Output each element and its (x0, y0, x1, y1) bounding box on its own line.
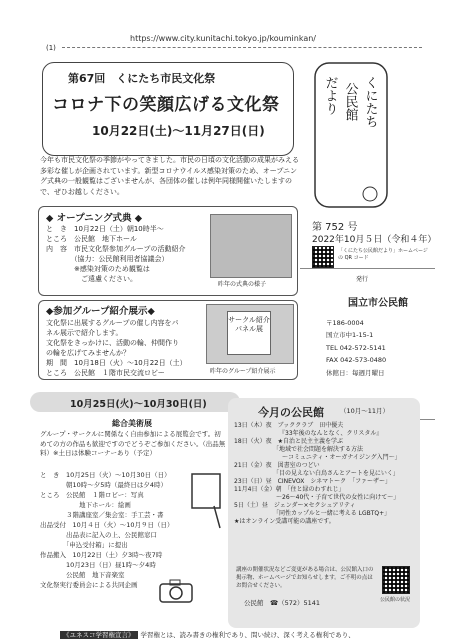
hall-address: 国立市中1-15-1 (326, 331, 374, 339)
art-row: 出品表に記入の上、公民館窓口 (40, 531, 157, 539)
footer-text: 学習権とは、読み書きの権利であり、問い続け、深く考える権利であり、 (140, 631, 355, 639)
art-row: 「申込受付箱」に提出 (40, 541, 128, 549)
logo-line-3: だより (322, 76, 338, 115)
groups-row: ネル展示で紹介します。 (46, 329, 123, 337)
art-rows (40, 470, 174, 590)
festival-title: コロナ下の笑顔広げる文化祭 (52, 95, 280, 115)
ceremony-photo (210, 214, 292, 278)
opening-row: （協力：公民館利用者協議会） (46, 255, 169, 263)
hall-name: 国立市公民館 (348, 298, 408, 309)
issue-date: 2022年10月５日（令和４年） (312, 235, 437, 245)
event-row: ★はオンライン受講可能の講座です。 (234, 518, 335, 525)
event-row: 11月4日（金）朝 「住と緑のわすれじ」 (234, 486, 345, 493)
art-row: 地下ホール：絵画 (40, 501, 131, 509)
groups-row: 文化祭をきっかけに、活動の輪、仲間作り (46, 339, 179, 347)
page-number: (1) (46, 44, 56, 52)
homepage-qr-code[interactable] (312, 246, 334, 268)
flower-icon (363, 187, 377, 201)
issue-number: 第 752 号 (312, 222, 358, 233)
hall-closed: 休館日：毎週月曜日 (326, 369, 385, 377)
art-dates: 10月25日(火)〜10月30日(日) (70, 399, 207, 410)
art-row: 公民館 地下音楽室 (40, 571, 125, 579)
art-illustration-icon (190, 470, 224, 530)
intro-text: 今年も市民文化祭の季節がやってきました。市民の日頃の文化活動の成果がみえる多彩な催しが企画されています。新型コロナウイルス感染対策のため、オープニング式典の一般観覧はございませんが、各団体の催しは例年同様開催いたしますので、ぜひお越しください。 (40, 156, 299, 196)
event-row: 21日（金）夜 図書室のつどい (234, 462, 320, 469)
monthly-events (234, 422, 416, 526)
homepage-qr-caption: 「くにたち公民館だより」ホームページの QR コード (338, 248, 428, 261)
groups-rows (46, 318, 187, 378)
groups-row: 期 間 10月18日（火）〜10月22日（土） (46, 359, 187, 367)
header-divider (62, 47, 422, 48)
monthly-title: 今月の公民館 (258, 406, 324, 419)
opening-row: と き 10月22日（土）朝10時半〜 (46, 225, 164, 233)
monthly-period: （10月〜11月） (340, 407, 390, 415)
art-row: 10月23日（日）昼1時〜夕4時 (40, 561, 156, 569)
event-row: 5日（土）昼 ジェンダー×セクシュアリティ (234, 502, 356, 509)
opening-row: ※感染対策のため観覧は (46, 265, 150, 273)
panel-sign: サークル紹介パネル展 (227, 311, 271, 355)
festival-dates: 10月22日(土)〜11月27日(日) (92, 124, 265, 138)
opening-rows (46, 224, 185, 284)
newsletter-logo (312, 60, 390, 210)
art-intro: グループ・サークルに関係なく自由参加による展覧会です。初めての方の作品も歓迎ですのでどうぞご参加ください。（出品無料）※土日は体験コーナーあり（予定） (40, 430, 226, 457)
art-row: と き 10月25日（火）〜10月30日（日） (40, 471, 171, 479)
art-row: ところ 公民館 １階ロビー：写真 (40, 491, 144, 499)
art-title: 総合美術展 (112, 419, 152, 428)
event-row: 23日（日）昼 CINEVOX シネマトーク 「ファーザー」 (234, 478, 392, 485)
groups-row: 文化祭に出展するグループの催し内容をパ (46, 319, 179, 327)
event-row: 「同性カップルと一緒に考える LGBTQ+」 (234, 510, 391, 517)
site-url[interactable]: https://www.city.kunitachi.tokyo.jp/kouminkan/ (130, 34, 316, 43)
monthly-phone: 公民館 ☎（572）5141 (244, 599, 321, 607)
group-display-photo (206, 304, 294, 364)
festival-subtitle: 第67回 くにたち市民文化祭 (68, 72, 216, 85)
footer-tag: 《ユネスコ学習権宣言》 (60, 631, 138, 639)
art-row: ３階講座室／集会室：手工芸・書 (40, 511, 164, 519)
groups-row: ところ 公民館 １階市民交流ロビー (46, 369, 165, 377)
hall-postal: 〒186-0004 (326, 319, 364, 327)
event-row: 13日（木）夜 ブッククラブ 田中優夫 (234, 422, 344, 429)
art-row: 作品搬入 10月22日（土）夕3時〜夜7時 (40, 551, 163, 559)
groups-row: の輪を広げてみませんか？ (46, 349, 130, 357)
opening-row: ところ 公民館 地下ホール (46, 235, 137, 243)
event-row: 「地域で社会問題を解決する方法 (234, 446, 364, 453)
status-qr-caption: 公民館の状況 (380, 597, 411, 603)
event-row: 〜26〜40代・子育て世代の女性に向けて〜」 (234, 494, 400, 501)
logo-line-1: くにたち (362, 76, 378, 128)
footer (60, 630, 440, 639)
art-row: 朝10時〜夕5時（最終日は夕4時） (40, 481, 168, 489)
event-row: 「目の見えない白鳥さんとアートを見にいく」 (234, 470, 399, 477)
opening-row: ご遠慮ください。 (46, 275, 137, 283)
hall-fax: FAX 042-573-0480 (326, 356, 387, 364)
publisher-label: 発行 (356, 276, 369, 283)
art-row: 文化祭実行委員会による共同企画 (40, 581, 138, 589)
event-row: 『33年後のなんとなく、クリスタル』 (234, 430, 383, 437)
camera-icon (158, 578, 194, 604)
groups-heading: ◆参加グループ紹介展示◆ (46, 306, 155, 317)
logo-line-2: 公民館 (342, 82, 358, 121)
monthly-notice: 講座の開催状況などご変更がある場合は、公民館入口の掲示物、ホームページでお知らせします。ご不明の点はお問合せください。 (236, 567, 374, 589)
event-row: 〜コミュニティ・オーガナイジング入門〜」 (234, 454, 401, 461)
event-row: 18日（火）夜 ★自治と民主主義を学ぶ (234, 438, 344, 445)
status-qr-code[interactable] (382, 566, 410, 594)
art-banner (30, 392, 240, 412)
hall-tel: TEL 042-572-5141 (326, 344, 386, 352)
opening-heading: ◆ オープニング式典 ◆ (46, 213, 143, 224)
opening-row: 内 容 市民文化祭参加グループの活動紹介 (46, 245, 186, 253)
ceremony-caption: 昨年の式典の様子 (218, 281, 267, 288)
art-row: 出品受付 10月４日（火）〜10月９日（日） (40, 521, 174, 529)
group-display-caption: 昨年のグループ紹介展示 (210, 368, 276, 375)
